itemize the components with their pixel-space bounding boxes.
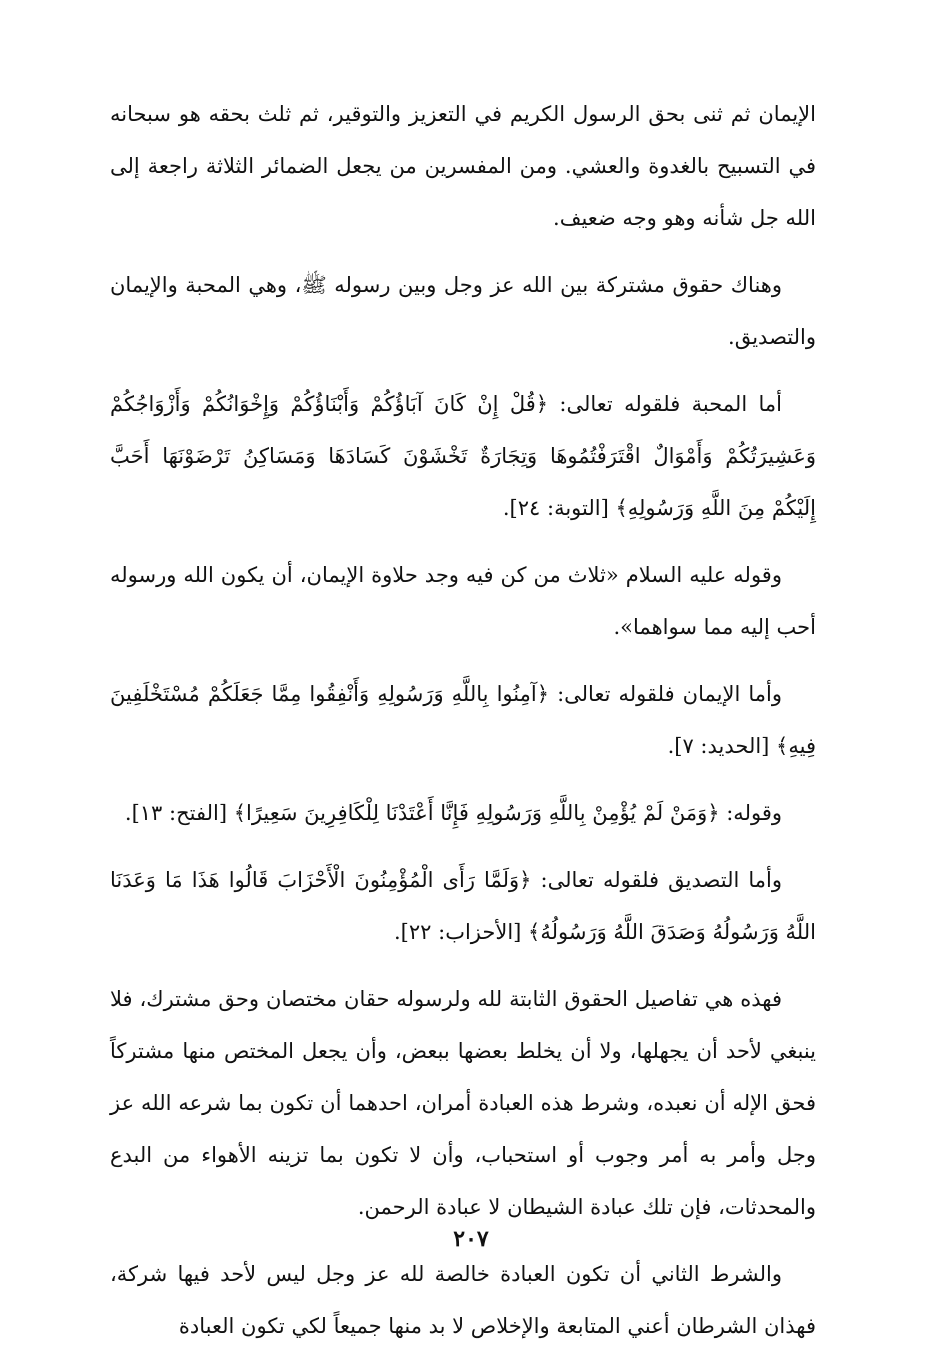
paragraph-3: أما المحبة فلقوله تعالى: ﴿قُلْ إِنْ كَانَ آبَاؤُكُمْ وَأَبْنَاؤُكُمْ وَإِخْوَانُكُمْ وَأَزْوَاجُكُمْ وَعَشِيرَتُكُمْ وَأَمْوَالٌ اقْتَرَفْتُمُوهَا وَتِجَارَةٌ تَخْشَوْنَ كَسَادَهَا وَمَسَاكِنُ تَرْضَوْنَهَا أَحَبَّ إِلَيْكُمْ مِنَ اللَّهِ وَرَسُولِهِ﴾ [التوبة: ٢٤]. <box>110 392 816 520</box>
paragraph-7: وأما التصديق فلقوله تعالى: ﴿وَلَمَّا رَأَى الْمُؤْمِنُونَ الْأَحْزَابَ قَالُوا هَذَا مَا وَعَدَنَا اللَّهُ وَرَسُولُهُ وَصَدَقَ اللَّهُ وَرَسُولُهُ﴾ [الأحزاب: ٢٢]. <box>110 868 816 944</box>
paragraph-6: وقوله: ﴿وَمَنْ لَمْ يُؤْمِنْ بِاللَّهِ وَرَسُولِهِ فَإِنَّا أَعْتَدْنَا لِلْكَافِرِينَ سَعِيرًا﴾ [الفتح: ١٣]. <box>124 801 782 825</box>
paragraph-9: والشرط الثاني أن تكون العبادة خالصة لله عز وجل ليس لأحد فيها شركة، فهذان الشرطان أعني المتابعة والإخلاص لا بد منها جميعاً لكي تكون العبادة <box>110 1262 816 1338</box>
paragraph-5: وأما الإيمان فلقوله تعالى: ﴿آمِنُوا بِاللَّهِ وَرَسُولِهِ وَأَنْفِقُوا مِمَّا جَعَلَكُمْ مُسْتَخْلَفِينَ فِيهِ﴾ [الحديد: ٧]. <box>110 682 816 758</box>
paragraph-1: الإيمان ثم ثنى بحق الرسول الكريم في التعزيز والتوقير، ثم ثلث بحقه هو سبحانه في التسبيح بالغدوة والعشي. ومن المفسرين من يجعل الضمائر الثلاثة راجعة إلى الله جل شأنه وهو وجه ضعيف. <box>110 102 816 230</box>
page-number: ٢٠٧ <box>453 1226 489 1252</box>
paragraph-4: وقوله عليه السلام «ثلاث من كن فيه وجد حلاوة الإيمان، أن يكون الله ورسوله أحب إليه مما سواهما». <box>110 563 816 639</box>
paragraph-8: فهذه هي تفاصيل الحقوق الثابتة لله ولرسوله حقان مختصان وحق مشترك، فلا ينبغي لأحد أن يجهلها، ولا أن يخلط بعضها ببعض، وأن يجعل المختص منها مشتركاً فحق الإله أن نعبده، وشرط هذه العبادة أمران، احدهما أن تكون بما شرعه الله عز وجل وأمر به أمر وجوب أو استحباب، وأن لا تكون بما تزينه الأهواء من البدع والمحدثات، فإن تلك عبادة الشيطان لا عبادة الرحمن. <box>110 987 816 1219</box>
page-body <box>110 88 816 1352</box>
paragraph-2: وهناك حقوق مشتركة بين الله عز وجل وبين رسوله ﷺ، وهي المحبة والإيمان والتصديق. <box>110 273 816 349</box>
